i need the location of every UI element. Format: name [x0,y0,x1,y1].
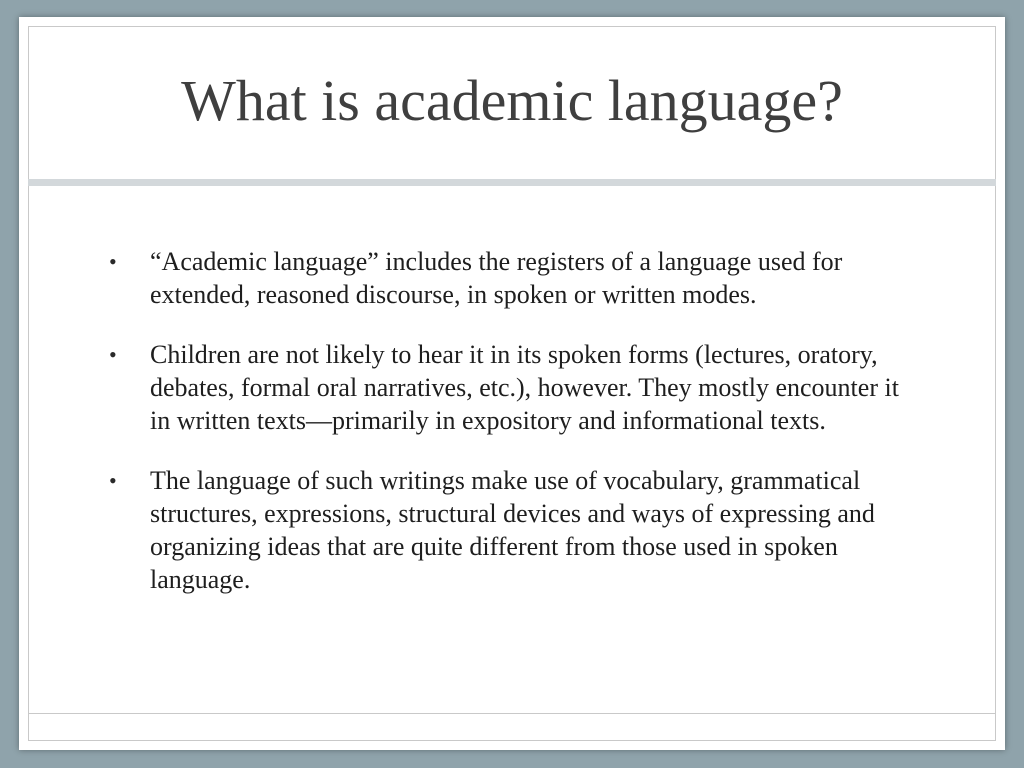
bullet-text: “Academic language” includes the registers of a language used for extended, reasoned discourse, in spoken or written modes. [150,247,843,309]
bullet-marker: • [109,468,117,493]
bullet-item [109,464,909,596]
bullet-marker: • [109,249,117,274]
bullet-list [109,245,909,623]
title-divider [28,179,996,186]
slide-title: What is academic language? [181,68,843,133]
bullet-text: Children are not likely to hear it in its spoken forms (lectures, oratory, debates, formal oral narratives, etc.), however. They mostly encounter it in written texts—primarily in expository and informational texts. [150,340,899,435]
bullet-item [109,338,909,437]
bullet-text: The language of such writings make use of vocabulary, grammatical structures, expressions, structural devices and ways of expressing and organizing ideas that are quite different from those used in spoken language. [150,466,875,594]
bullet-marker: • [109,342,117,367]
bullet-item [109,245,909,311]
slide [19,17,1005,750]
footer-divider [28,713,996,714]
